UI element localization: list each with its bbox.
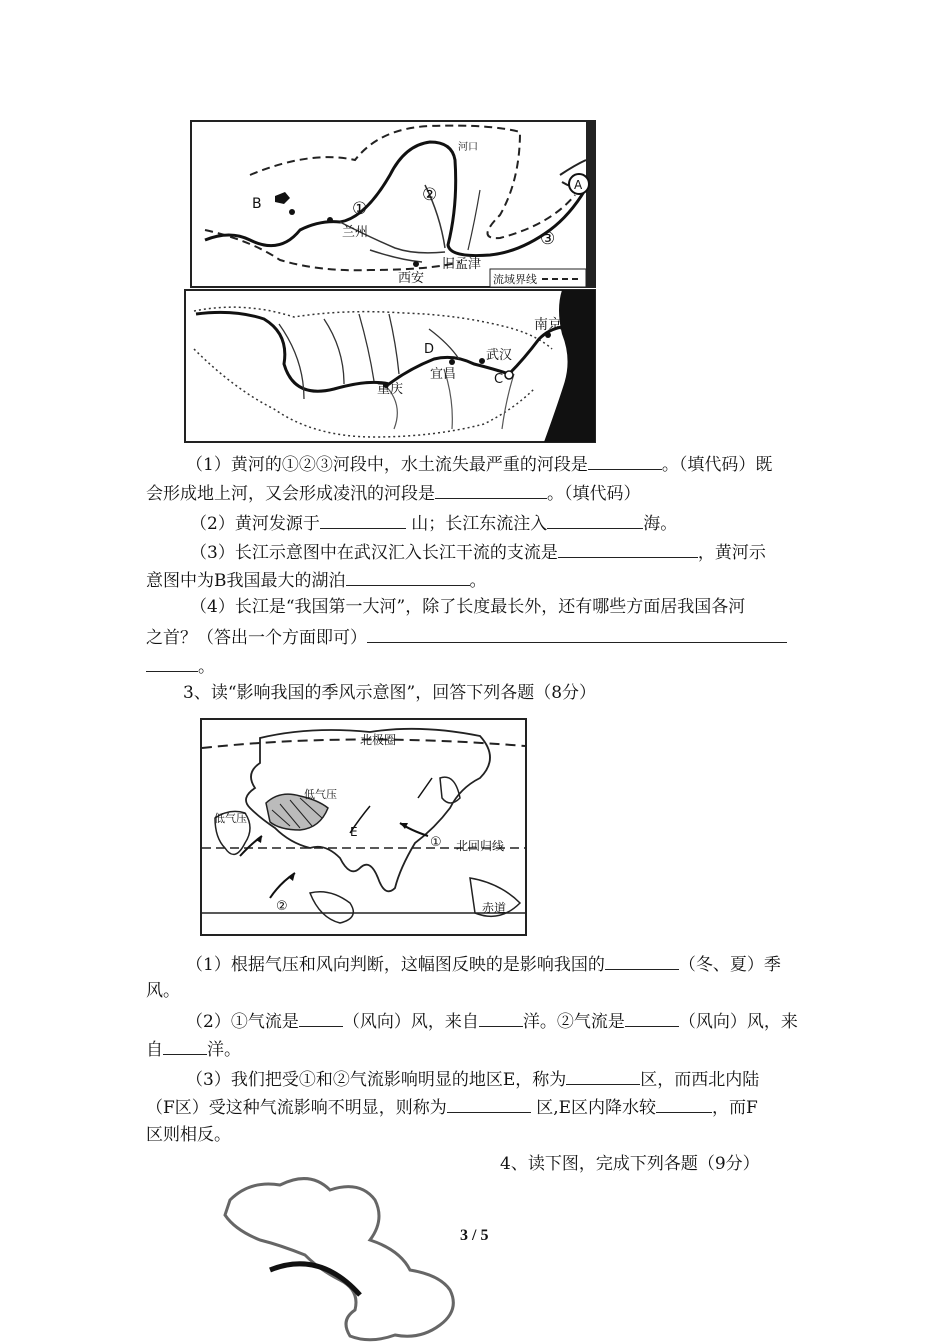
- q2-1-line2: 会形成地上河，又会形成凌汛的河段是 。（填代码）: [146, 480, 641, 506]
- answer-blank[interactable]: [146, 653, 198, 672]
- q2-4-line1: （4）长江是“我国第一大河”，除了长度最长外，还有哪些方面居我国各河: [190, 597, 746, 617]
- label-lanzhou: 兰州: [342, 225, 369, 240]
- page-number: 3 / 5: [460, 1227, 489, 1244]
- section4-title: 4、读下图，完成下列各题（9分）: [500, 1154, 760, 1174]
- q3-3-line1: （3）我们把受①和②气流影响明显的地区E，称为 区，而西北内陆: [186, 1066, 759, 1092]
- label-b: B: [252, 196, 262, 212]
- q2-2-line: （2）黄河发源于 山；长江东流注入 海。: [190, 510, 677, 536]
- label-d: D: [424, 342, 435, 357]
- label-jiumengjin: 旧孟津: [442, 257, 482, 272]
- q3-3-line2: （F区）受这种气流影响不明显，则称为 区,E区内降水较 ，而F: [146, 1094, 758, 1120]
- answer-blank[interactable]: [163, 1036, 207, 1055]
- answer-blank[interactable]: [605, 951, 679, 970]
- answer-blank[interactable]: [367, 624, 787, 643]
- label-wuhan: 武汉: [486, 348, 513, 363]
- answer-blank[interactable]: [547, 510, 643, 529]
- answer-blank[interactable]: [479, 1008, 523, 1027]
- legend-label: 流域界线: [493, 273, 537, 286]
- label-tropic: 北回归线: [456, 839, 505, 853]
- label-circle3: ③: [540, 229, 556, 249]
- label-circle2: ②: [422, 185, 438, 205]
- q3-1-line1: （1）根据气压和风向判断，这幅图反映的是影响我国的 （冬、夏）季: [186, 951, 781, 977]
- answer-blank[interactable]: [447, 1094, 531, 1113]
- answer-blank[interactable]: [566, 1066, 640, 1085]
- yellow-river-map: [190, 120, 596, 288]
- answer-blank[interactable]: [588, 451, 662, 470]
- label-yichang: 宜昌: [430, 367, 457, 382]
- answer-blank[interactable]: [435, 480, 547, 499]
- answer-blank[interactable]: [656, 1094, 712, 1113]
- label-circle1: ①: [430, 835, 442, 850]
- section3-title: 3、读“影响我国的季风示意图”，回答下列各题（8分）: [183, 683, 597, 703]
- q2-4-line3: 。: [146, 653, 215, 679]
- label-arctic: 北极圈: [360, 733, 397, 747]
- q2-3-line1: （3）长江示意图中在武汉汇入长江干流的支流是 ，黄河示: [190, 539, 766, 565]
- label-hekou: 河口: [458, 142, 478, 153]
- q2-4-line2: 之首？（答出一个方面即可）: [146, 624, 787, 650]
- label-a: A: [574, 178, 583, 192]
- q3-2-line1: （2）①气流是 （风向）风，来自 洋。②气流是 （风向）风，来: [186, 1008, 798, 1034]
- label-e: E: [350, 825, 358, 839]
- yangtze-map: [184, 289, 596, 443]
- q3-2-line2: 自 洋。: [146, 1036, 241, 1062]
- q2-3-line2: 意图中为B我国最大的湖泊 。: [146, 567, 487, 593]
- label-low-pressure-2: 低气压: [214, 812, 247, 825]
- label-chongqing: 重庆: [377, 382, 404, 397]
- answer-blank[interactable]: [346, 567, 470, 586]
- q3-1-line2: 风。: [146, 981, 180, 1001]
- q3-3-line3: 区则相反。: [146, 1125, 231, 1145]
- answer-blank[interactable]: [320, 510, 406, 529]
- monsoon-map: [200, 718, 527, 936]
- q2-1-line1: （1）黄河的①②③河段中，水土流失最严重的河段是 。（填代码）既: [186, 451, 772, 477]
- label-c: C: [494, 372, 504, 387]
- label-low-pressure-1: 低气压: [304, 788, 337, 801]
- answer-blank[interactable]: [299, 1008, 343, 1027]
- label-nanjing: 南京: [534, 317, 562, 333]
- answer-blank[interactable]: [558, 539, 698, 558]
- answer-blank[interactable]: [625, 1008, 679, 1027]
- label-circle2: ②: [276, 899, 288, 914]
- label-equator: 赤道: [482, 901, 507, 915]
- label-circle1: ①: [352, 199, 368, 219]
- label-xian: 西安: [398, 271, 425, 286]
- province-outline-map: [210, 1160, 480, 1344]
